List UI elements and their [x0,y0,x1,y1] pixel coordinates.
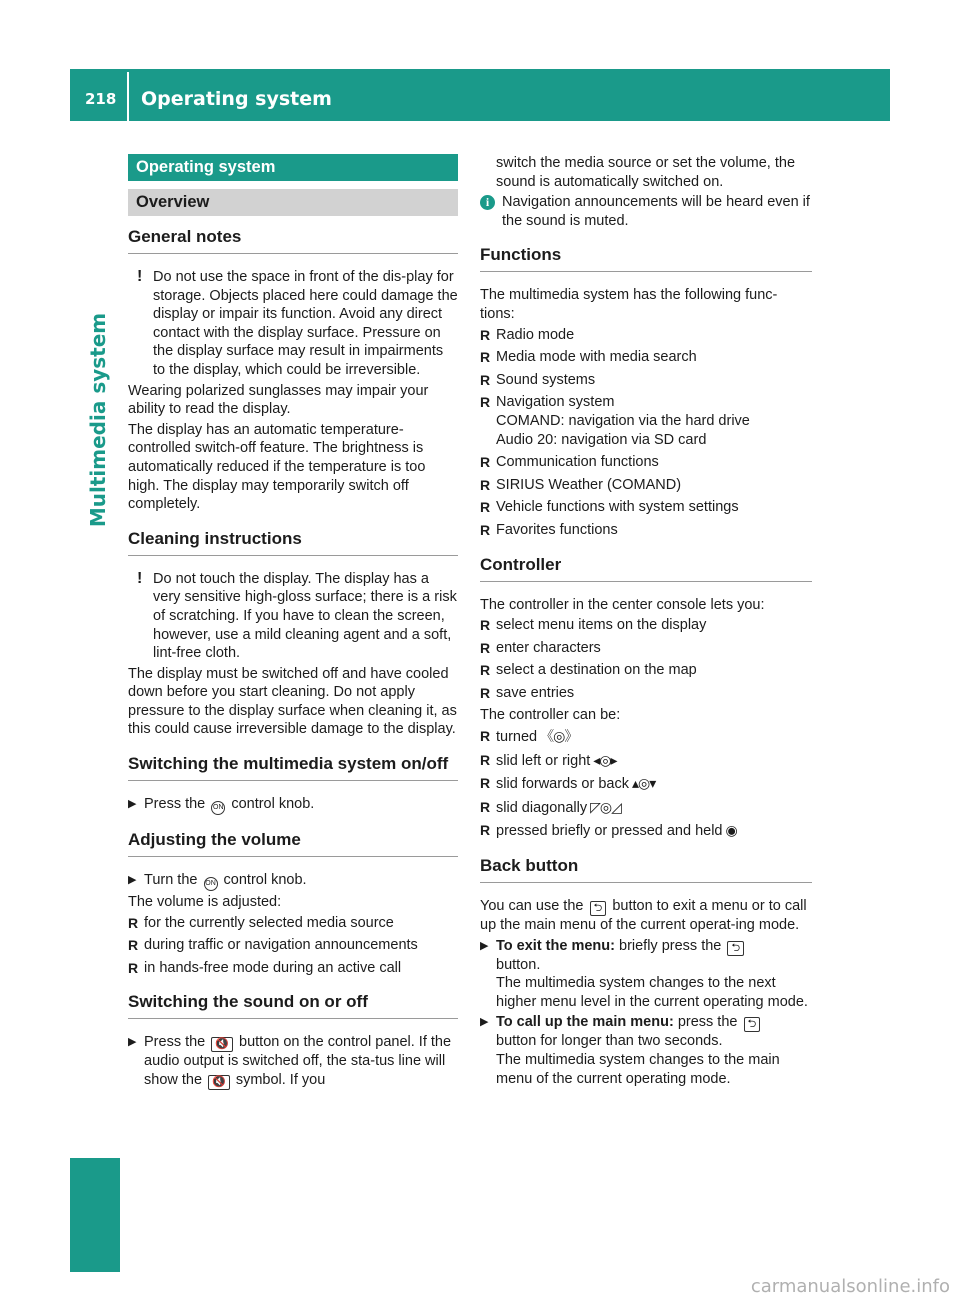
section-title: Operating system [128,154,458,181]
list-item: R SIRIUS Weather (COMAND) [480,476,682,493]
bullet-icon: R [128,914,139,931]
mute-icon: 🔇 [211,1037,233,1052]
heading-general-notes: General notes [128,226,458,254]
header-divider [127,72,129,121]
step-arrow-icon: ▶ [128,1036,137,1049]
list-item: R during traffic or navigation announcements [128,937,418,954]
paragraph: switch the media source or set the volume, the sound is automatically switched on. [496,155,796,190]
step-text: button on the control panel. If the audio output is switched off, the sta-tus line will show the [144,1034,452,1089]
step-item [128,871,458,891]
bullet-icon: R [480,639,491,656]
heading-back-button: Back button [480,855,812,883]
step-text: control knob. [223,872,307,889]
bullet-icon: R [480,521,491,538]
mute-icon: 🔇 [208,1075,230,1090]
warning-note [128,570,458,663]
list-item: R Vehicle functions with system settings [480,499,739,516]
warning-icon: ! [137,268,143,285]
list-item: R Sound systems [480,371,596,388]
list-item: R Navigation system COMAND: navigation via the hard drive Audio 20: navigation via SD card [480,394,750,448]
bullet-icon: R [480,476,491,493]
paragraph: The controller in the center console lets you: [480,596,765,613]
list-item: R slid left or right ◂◎▸ [480,751,617,769]
list-item: R select a destination on the map [480,662,697,679]
page-title: Operating system [141,88,332,110]
paragraph: The multimedia system has the following func-tions: [480,287,778,322]
bullet-icon: R [480,394,491,411]
paragraph: The volume is adjusted: [128,894,282,911]
bullet-icon: R [480,684,491,701]
step-item: ▶ To exit the menu: briefly press the ⮌ button. The multimedia system changes to the next higher menu level in the current operating mode. [480,937,808,1010]
paragraph: The controller can be: [480,707,621,724]
heading-functions: Functions [480,244,812,272]
step-item [128,795,458,815]
heading-cleaning: Cleaning instructions [128,528,458,556]
info-note [480,193,812,230]
control-knob-icon: ON [211,801,225,815]
right-column [480,154,812,1090]
step-item [128,1033,458,1090]
list-item: R save entries [480,684,575,701]
back-icon: ⮌ [727,941,744,956]
list-item: R slid diagonally ◸◎◿ [480,798,621,816]
left-column [128,154,458,1092]
step-item: ▶ To call up the main menu: press the ⮌ button for longer than two seconds. The multimedia system changes to the main menu of the current operating mode. [480,1014,780,1087]
warning-text: Do not touch the display. The display has a very sensitive high-gloss surface; there is a risk of scratching. If you have to clean the screen, however, use a mild cleaning agent and a soft, lint-free cloth. [153,570,457,662]
controller-slide-diagonal-icon: ◸◎◿ [590,798,621,815]
heading-controller: Controller [480,554,812,582]
paragraph: The display has an automatic temperature-controlled switch-off feature. The brightness is automatically reduced if the temperature is too high. The display may temporarily switch off completely. [128,421,426,513]
paragraph: You can use the ⮌ button to exit a menu or to call up the main menu of the current operat-ing mode. [480,898,807,934]
heading-switching: Switching the multimedia system on/off [128,753,458,781]
heading-volume: Adjusting the volume [128,829,458,857]
list-item: R in hands-free mode during an active call [128,959,402,976]
list-item: R turned 《◎》 [480,728,578,746]
list-item: R pressed briefly or pressed and held ◉ [480,822,737,840]
watermark: carmanualsonline.info [750,1276,950,1297]
bullet-icon: R [480,728,491,745]
step-arrow-icon: ▶ [128,874,137,887]
warning-note [128,268,458,380]
bullet-icon: R [128,937,139,954]
list-item: R Communication functions [480,454,659,471]
controller-press-icon: ◉ [725,822,737,839]
side-tab [70,121,120,1273]
bullet-icon: R [128,959,139,976]
step-text: symbol. If you [235,1072,326,1089]
back-icon: ⮌ [590,901,607,916]
page-number: 218 [85,90,117,108]
control-knob-icon: ON [204,877,218,891]
bullet-icon: R [480,499,491,516]
list-item: R enter characters [480,639,601,656]
bullet-icon: R [480,798,491,815]
bullet-icon: R [480,662,491,679]
paragraph: Wearing polarized sunglasses may impair your ability to read the display. [128,382,429,418]
step-arrow-icon: ▶ [480,939,489,952]
bullet-icon: R [480,775,491,792]
step-arrow-icon: ▶ [480,1016,489,1029]
list-item: R Favorites functions [480,521,618,538]
list-item: R for the currently selected media source [128,914,394,931]
controller-turn-icon: 《◎》 [540,728,578,745]
info-icon: i [480,195,495,210]
step-text: Turn the [144,872,198,889]
bullet-icon: R [480,454,491,471]
controller-slide-lr-icon: ◂◎▸ [593,751,617,768]
heading-sound: Switching the sound on or off [128,991,458,1019]
side-block [70,1158,120,1272]
list-item: R slid forwards or back ▴◎▾ [480,775,656,793]
subsection-title: Overview [128,189,458,216]
step-text: control knob. [231,796,315,813]
list-item: R select menu items on the display [480,617,707,634]
back-icon: ⮌ [744,1017,761,1032]
info-text: Navigation announcements will be heard even if the sound is muted. [502,194,810,229]
paragraph: The display must be switched off and have cooled down before you start cleaning. Do not apply pressure to the display surface when cleaning it, as this could cause irreversible damage to the display. [128,665,457,738]
bullet-icon: R [480,617,491,634]
warning-icon: ! [137,569,143,587]
bullet-icon: R [480,349,491,366]
warning-text: Do not use the space in front of the dis-play for storage. Objects placed here could damage the display or impair its function. Avoid any direct contact with the display surface. Pressure on the display surface may result in impairments to the display, which could be irreversible. [153,269,458,378]
side-tab-label: Multimedia system [86,312,110,528]
step-text: Press the [144,796,206,813]
step-text: Press the [144,1034,206,1051]
step-arrow-icon: ▶ [128,798,137,811]
list-item: R Media mode with media search [480,349,697,366]
controller-slide-fb-icon: ▴◎▾ [631,775,656,792]
list-item: R Radio mode [480,326,575,343]
bullet-icon: R [480,371,491,388]
bullet-icon: R [480,751,491,768]
bullet-icon: R [480,326,491,343]
bullet-icon: R [480,822,491,839]
